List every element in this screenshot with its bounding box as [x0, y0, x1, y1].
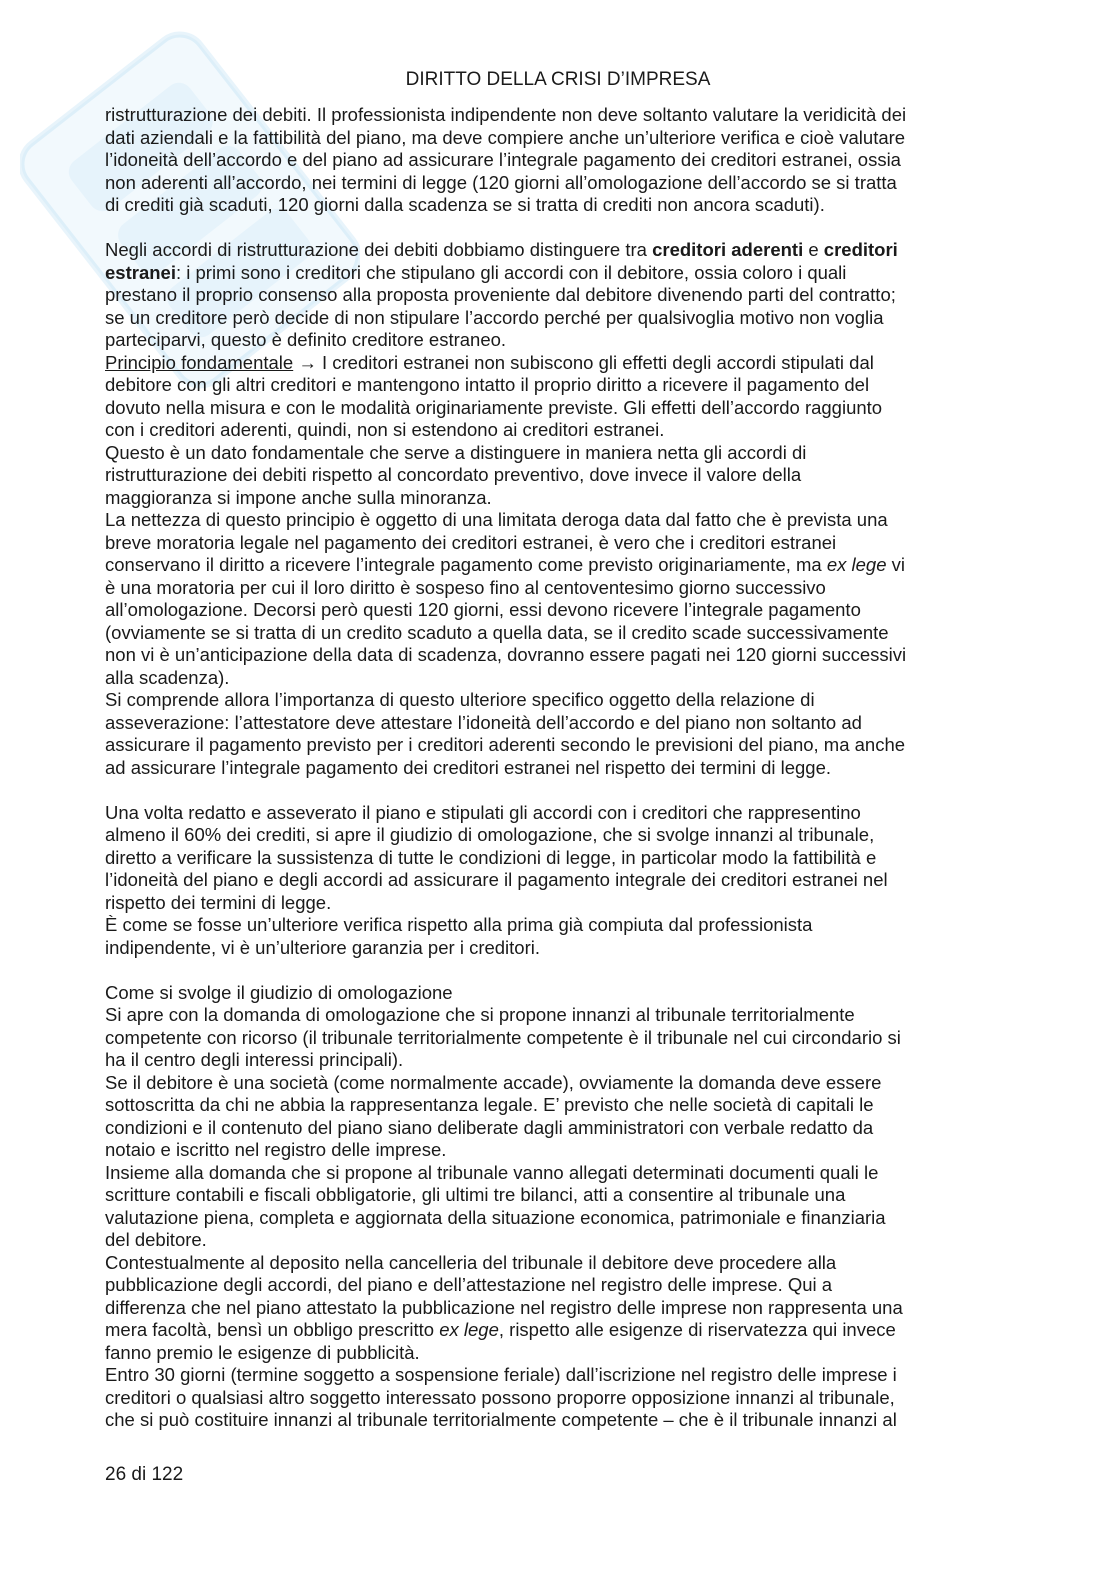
text-line [105, 262, 906, 285]
text-segment: Se il debitore è una società (come normalmente accade), ovviamente la domanda deve essere [105, 1071, 882, 1093]
text-segment: notaio e iscritto nel registro delle imprese. [105, 1139, 447, 1160]
text-line [105, 1049, 906, 1072]
text-line [105, 329, 906, 352]
text-line [105, 667, 906, 690]
text-line [105, 307, 906, 330]
text-line [105, 1094, 906, 1117]
text-line [105, 1409, 906, 1432]
text-line [105, 1319, 906, 1342]
text-segment: fanno premio le esigenze di pubblicità. [105, 1341, 420, 1363]
document-body [105, 104, 906, 1432]
paragraph-spacer [105, 779, 906, 802]
text-line [105, 487, 906, 510]
italic-term: ex lege [826, 554, 887, 575]
text-segment: sottoscritta da chi ne abbia la rappresentanza legale. E’ previsto che nelle società di capitali le [105, 1094, 874, 1115]
text-line [105, 104, 906, 127]
paragraph [105, 104, 906, 217]
text-line [105, 239, 906, 262]
text-segment: creditori o qualsiasi altro soggetto interessato possono proporre opposizione innanzi al tribunale, [105, 1386, 895, 1408]
text-segment: : i primi sono i creditori che stipulano gli accordi con il debitore, ossia coloro i quali [175, 261, 847, 283]
text-segment: Entro 30 giorni (termine soggetto a sospensione feriale) dall’iscrizione nel registro delle imprese i [105, 1364, 897, 1385]
text-line [105, 824, 906, 847]
text-segment: di crediti già scaduti, 120 giorni dalla scadenza se si tratta di crediti non ancora scaduti). [105, 194, 825, 215]
text-line [105, 509, 906, 532]
text-segment: prestano il proprio consenso alla proposta proveniente dal debitore divenendo parti del contratto; [105, 284, 896, 305]
text-segment: mera facoltà, bensì un obbligo prescritto [105, 1319, 440, 1340]
text-line [105, 127, 906, 150]
text-segment: Contestualmente al deposito nella cancelleria del tribunale il debitore deve procedere alla [105, 1251, 837, 1273]
text-line [105, 1004, 906, 1027]
text-segment: asseverazione: l’attestatore deve attestare l’idoneità dell’accordo e del piano non soltanto ad [105, 711, 862, 733]
text-segment: alla scadenza). [105, 666, 230, 688]
text-segment: differenza che nel piano attestato la pubblicazione nel registro delle imprese non rappresenta una [105, 1296, 903, 1318]
text-line [105, 802, 906, 825]
text-line [105, 1364, 906, 1387]
text-line [105, 352, 906, 375]
text-segment: Si comprende allora l’importanza di questo ulteriore specifico oggetto della relazione di [105, 689, 815, 710]
text-line [105, 1072, 906, 1095]
bold-term: creditori [823, 239, 898, 260]
text-line [105, 622, 906, 645]
text-line [105, 149, 906, 172]
text-segment: almeno il 60% dei crediti, si apre il giudizio di omologazione, che si svolge innanzi al tribunale, [105, 824, 875, 845]
text-segment: pubblicazione degli accordi, del piano e dell’attestazione nel registro delle imprese. Qui a [105, 1274, 833, 1295]
text-line [105, 397, 906, 420]
text-line [105, 577, 906, 600]
text-segment: → I creditori estranei non subiscono gli effetti degli accordi stipulati dal [293, 351, 874, 373]
text-segment: ha il centro degli interessi principali). [105, 1049, 404, 1070]
text-line [105, 1229, 906, 1252]
italic-term: ex lege [439, 1319, 499, 1340]
text-line [105, 847, 906, 870]
page-header-title: DIRITTO DELLA CRISI D’IMPRESA [405, 69, 711, 90]
text-segment: La nettezza di questo principio è oggetto di una limitata deroga data dal fatto che è prevista una [105, 509, 888, 530]
text-line [105, 1252, 906, 1275]
text-segment: maggioranza si impone anche sulla minoranza. [105, 486, 492, 508]
paragraph-spacer [105, 959, 906, 982]
paragraph [105, 982, 906, 1432]
text-segment: , rispetto alle esigenze di riservatezza qui invece [498, 1319, 896, 1340]
text-segment: del debitore. [105, 1229, 207, 1250]
text-segment: debitore con gli altri creditori e mantengono intatto il proprio diritto a ricevere il pagamento del [105, 374, 870, 395]
text-segment: ad assicurare l’integrale pagamento dei creditori estranei nel rispetto dei termini di legge. [105, 756, 832, 778]
text-line [105, 734, 906, 757]
text-segment: Insieme alla domanda che si propone al tribunale vanno allegati determinati documenti quali le [105, 1161, 879, 1183]
text-line [105, 757, 906, 780]
text-segment: scritture contabili e fiscali obbligatorie, gli ultimi tre bilanci, atti a consentire al tribunale una [105, 1184, 846, 1205]
text-line [105, 982, 906, 1005]
text-line [105, 284, 906, 307]
text-segment: con i creditori aderenti, quindi, non si estendono ai creditori estranei. [105, 419, 665, 440]
text-line [105, 1027, 906, 1050]
text-segment: (ovviamente se si tratta di un credito scaduto a quella data, se il credito scade successivamente [105, 621, 889, 643]
text-segment: condizioni e il contenuto del piano siano deliberate dagli amministratori con verbale redatto da [105, 1116, 874, 1138]
text-segment: è una moratoria per cui il loro diritto è sospeso fino al centoventesimo giorno successivo [105, 576, 826, 598]
text-line [105, 1387, 906, 1410]
text-line [105, 712, 906, 735]
text-line [105, 644, 906, 667]
text-segment: conservano il diritto a ricevere l’integrale pagamento come previsto originariamente, ma [105, 554, 827, 575]
text-segment: diretto a verificare la sussistenza di tutte le condizioni di legge, in particolar modo la fattibilità e [105, 846, 877, 868]
text-line [105, 1274, 906, 1297]
text-segment: che si può costituire innanzi al tribunale territorialmente competente – che è il tribunale innanzi al [105, 1409, 897, 1430]
text-segment: breve moratoria legale nel pagamento dei creditori estranei, è vero che i creditori estranei [105, 531, 837, 553]
text-segment: dati aziendali e la fattibilità del piano, ma deve compiere anche un’ulteriore verifica e cioè valutare [105, 126, 906, 148]
text-line [105, 532, 906, 555]
text-segment: l’idoneità del piano e degli accordi ad assicurare il pagamento integrale dei creditori estranei nel [105, 869, 888, 890]
text-segment: l’idoneità dell’accordo e del piano ad assicurare l’integrale pagamento dei creditori estranei, ossia [105, 149, 901, 170]
text-line [105, 914, 906, 937]
text-segment: Questo è un dato fondamentale che serve a distinguere in maniera netta gli accordi di [105, 441, 807, 463]
underlined-heading: Principio fondamentale [105, 351, 294, 373]
text-line [105, 419, 906, 442]
text-segment: vi [886, 554, 906, 575]
text-line [105, 464, 906, 487]
text-line [105, 194, 906, 217]
text-segment: ristrutturazione dei debiti rispetto al concordato preventivo, dove invece il valore della [105, 464, 802, 485]
text-segment: competente con ricorso (il tribunale territorialmente competente è il tribunale nel cui circondario si [105, 1026, 901, 1048]
text-segment: parteciparvi, questo è definito creditore estraneo. [105, 329, 507, 350]
paragraph-spacer [105, 217, 906, 240]
text-line [105, 892, 906, 915]
text-segment: Come si svolge il giudizio di omologazione [105, 981, 453, 1003]
text-segment: È come se fosse un’ulteriore verifica rispetto alla prima già compiuta dal professionista [105, 914, 813, 935]
text-segment: ristrutturazione dei debiti. Il professionista indipendente non deve soltanto valutare la veridicità dei [105, 104, 907, 125]
text-line [105, 1162, 906, 1185]
text-segment: se un creditore però decide di non stipulare l’accordo perché per qualsivoglia motivo non voglia [105, 306, 884, 328]
text-segment: assicurare il pagamento previsto per i creditori aderenti secondo le previsioni del piano, ma anche [105, 734, 906, 755]
text-segment: e [803, 239, 824, 260]
bold-term: creditori aderenti [652, 239, 804, 260]
paragraph [105, 239, 906, 779]
text-line [105, 1297, 906, 1320]
text-segment: non vi è un’anticipazione della data di scadenza, dovranno essere pagati nei 120 giorni successivi [105, 644, 907, 665]
text-line [105, 689, 906, 712]
text-line [105, 1117, 906, 1140]
text-line [105, 1342, 906, 1365]
text-line [105, 554, 906, 577]
text-segment: Negli accordi di ristrutturazione dei debiti dobbiamo distinguere tra [105, 239, 653, 260]
bold-term: estranei [105, 261, 176, 283]
text-line [105, 442, 906, 465]
page-number: 26 di 122 [105, 1464, 184, 1485]
text-segment: dovuto nella misura e con le modalità originariamente previste. Gli effetti dell’accordo raggiunto [105, 396, 883, 418]
text-segment: Una volta redatto e asseverato il piano e stipulati gli accordi con i creditori che rappresentino [105, 801, 861, 823]
text-segment: rispetto dei termini di legge. [105, 891, 332, 913]
paragraph [105, 802, 906, 960]
text-segment: non aderenti all’accordo, nei termini di legge (120 giorni all’omologazione dell’accordo se si tratta [105, 171, 897, 193]
text-line [105, 937, 906, 960]
text-line [105, 172, 906, 195]
text-segment: all’omologazione. Decorsi però questi 120 giorni, essi devono ricevere l’integrale pagamento [105, 599, 861, 620]
text-line [105, 599, 906, 622]
text-line [105, 1184, 906, 1207]
text-line [105, 869, 906, 892]
text-line [105, 374, 906, 397]
text-segment: indipendente, vi è un’ulteriore garanzia per i creditori. [105, 936, 541, 958]
text-segment: Si apre con la domanda di omologazione che si propone innanzi al tribunale territorialmente [105, 1004, 855, 1025]
text-line [105, 1139, 906, 1162]
text-segment: valutazione piena, completa e aggiornata della situazione economica, patrimoniale e finanziaria [105, 1206, 886, 1228]
text-line [105, 1207, 906, 1230]
